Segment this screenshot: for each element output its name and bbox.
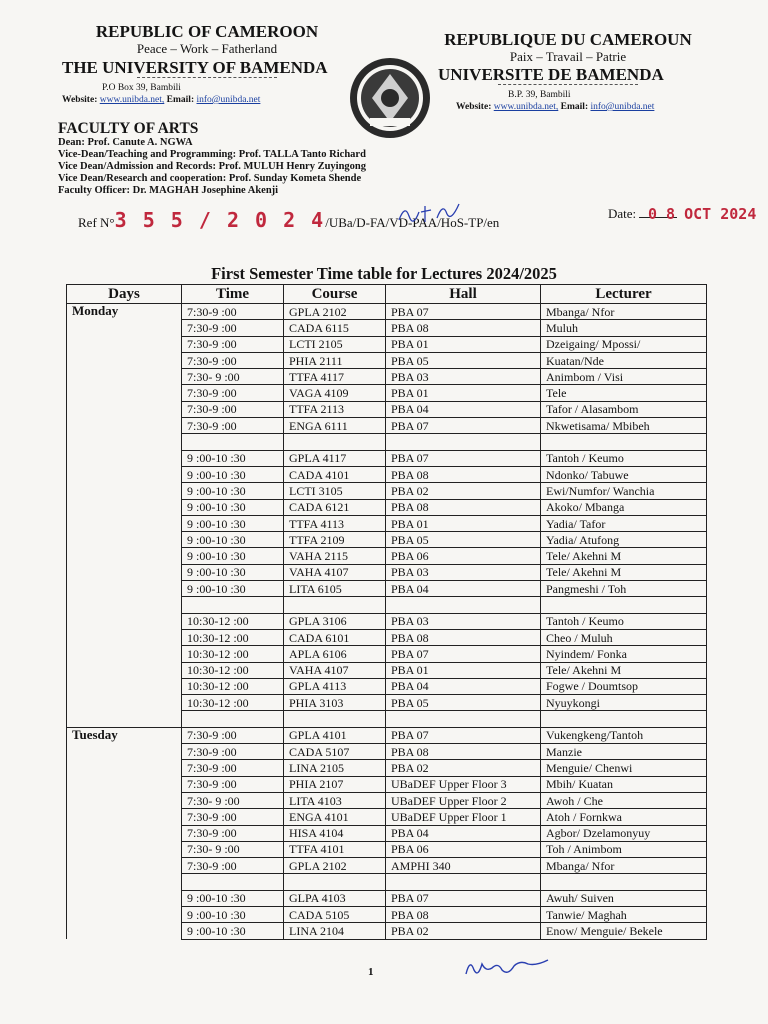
table-row (67, 369, 707, 385)
lecturer-cell: Dzeigaing/ Mpossi/ (541, 336, 707, 352)
vice-dean-admission: Vice Dean/Admission and Records: Prof. MULUH Henry Zuyingong (58, 161, 367, 172)
hall-cell: PBA 03 (386, 564, 541, 580)
university-en: THE UNIVERSITY OF BAMENDA (62, 58, 328, 77)
hall-cell: UBaDEF Upper Floor 1 (386, 809, 541, 825)
ref-number-stamp: 3 5 5 / 2 0 2 4 (114, 208, 326, 232)
header-left (62, 22, 352, 106)
course-cell: LINA 2104 (284, 923, 386, 939)
lecturer-cell: Ewi/Numfor/ Wanchia (541, 483, 707, 499)
hall-cell: PBA 02 (386, 483, 541, 499)
lecturer-cell: Tantoh / Keumo (541, 450, 707, 466)
time-cell: 9 :00-10 :30 (182, 483, 284, 499)
lecturer-cell: Tele/ Akehni M (541, 548, 707, 564)
website-label: Website: (62, 95, 98, 105)
day-cell (67, 499, 182, 515)
motto-en: Peace – Work – Fatherland (136, 41, 278, 56)
course-cell: GPLA 3106 (284, 613, 386, 629)
course-cell: VAHA 4107 (284, 564, 386, 580)
hall-cell: PBA 01 (386, 662, 541, 678)
divider (498, 84, 638, 85)
table-row (67, 320, 707, 336)
lecturer-cell: Tantoh / Keumo (541, 613, 707, 629)
day-cell (67, 532, 182, 548)
date-label: Date: (608, 206, 637, 221)
hall-cell: PBA 06 (386, 841, 541, 857)
lecturer-cell: Mbih/ Kuatan (541, 776, 707, 792)
hall-cell: PBA 01 (386, 515, 541, 531)
day-cell (67, 776, 182, 792)
hall-cell: PBA 08 (386, 629, 541, 645)
hall-cell: PBA 08 (386, 466, 541, 482)
page-number: 1 (368, 966, 374, 978)
university-fr: UNIVERSITE DE BAMENDA (438, 65, 664, 84)
day-cell (67, 548, 182, 564)
time-cell: 7:30-9 :00 (182, 336, 284, 352)
course-cell: VAGA 4109 (284, 385, 386, 401)
table-row (67, 418, 707, 434)
time-cell: 9 :00-10 :30 (182, 581, 284, 597)
day-cell (67, 646, 182, 662)
email-label: Email: (560, 102, 589, 112)
time-cell: 9 :00-10 :30 (182, 532, 284, 548)
hall-cell: PBA 07 (386, 890, 541, 906)
day-cell (67, 792, 182, 808)
table-row (67, 792, 707, 808)
table-spacer-row (67, 597, 707, 613)
table-row (67, 646, 707, 662)
table-row (67, 678, 707, 694)
day-cell (67, 711, 182, 727)
hall-cell: PBA 08 (386, 744, 541, 760)
table-spacer-row (67, 874, 707, 890)
table-row (67, 744, 707, 760)
time-cell: 7:30-9 :00 (182, 320, 284, 336)
time-cell: 7:30- 9 :00 (182, 369, 284, 385)
course-cell: GPLA 4113 (284, 678, 386, 694)
table-row (67, 906, 707, 922)
lecturer-cell: Mbanga/ Nfor (541, 858, 707, 874)
course-cell: TTFA 2109 (284, 532, 386, 548)
hall-cell: UBaDEF Upper Floor 3 (386, 776, 541, 792)
day-cell (67, 923, 182, 939)
hall-cell: PBA 07 (386, 646, 541, 662)
lecturer-cell: Pangmeshi / Toh (541, 581, 707, 597)
course-cell (284, 711, 386, 727)
course-cell (284, 597, 386, 613)
time-cell: 7:30-9 :00 (182, 352, 284, 368)
time-cell (182, 874, 284, 890)
table-row (67, 483, 707, 499)
table-row (67, 776, 707, 792)
contact-fr (418, 101, 718, 113)
table-row (67, 385, 707, 401)
course-cell: TTFA 4117 (284, 369, 386, 385)
time-cell: 9 :00-10 :30 (182, 499, 284, 515)
course-cell: HISA 4104 (284, 825, 386, 841)
hall-cell: PBA 05 (386, 532, 541, 548)
column-header: Time (182, 285, 284, 304)
time-cell: 7:30-9 :00 (182, 809, 284, 825)
lecturer-cell: Muluh (541, 320, 707, 336)
time-cell: 7:30-9 :00 (182, 825, 284, 841)
vice-dean-teaching: Vice-Dean/Teaching and Programming: Prof. TALLA Tanto Richard (58, 149, 366, 160)
course-cell: GPLA 2102 (284, 858, 386, 874)
table-row (67, 841, 707, 857)
email-label: Email: (166, 95, 195, 105)
hall-cell: PBA 02 (386, 760, 541, 776)
faculty-name: FACULTY OF ARTS (58, 120, 199, 137)
table-row (67, 548, 707, 564)
lecturer-cell: Ndonko/ Tabuwe (541, 466, 707, 482)
time-cell: 9 :00-10 :30 (182, 890, 284, 906)
day-cell (67, 369, 182, 385)
day-cell (67, 320, 182, 336)
day-cell (67, 483, 182, 499)
time-cell: 7:30- 9 :00 (182, 841, 284, 857)
day-cell (67, 418, 182, 434)
hall-cell: PBA 08 (386, 499, 541, 515)
table-row (67, 809, 707, 825)
course-cell: APLA 6106 (284, 646, 386, 662)
time-cell: 9 :00-10 :30 (182, 515, 284, 531)
day-cell (67, 906, 182, 922)
lecturer-cell: Tanwie/ Maghah (541, 906, 707, 922)
time-cell: 10:30-12 :00 (182, 678, 284, 694)
day-cell (67, 809, 182, 825)
day-cell (67, 336, 182, 352)
course-cell: VAHA 4107 (284, 662, 386, 678)
time-cell: 7:30-9 :00 (182, 401, 284, 417)
course-cell: PHIA 2111 (284, 352, 386, 368)
table-row (67, 401, 707, 417)
table-row (67, 662, 707, 678)
po-box-fr: B.P. 39, Bambili (508, 90, 571, 100)
lecturer-cell (541, 597, 707, 613)
table-row (67, 450, 707, 466)
lecturer-cell: Menguie/ Chenwi (541, 760, 707, 776)
lecturer-cell: Yadia/ Tafor (541, 515, 707, 531)
lecturer-cell: Tele/ Akehni M (541, 564, 707, 580)
hall-cell: PBA 07 (386, 727, 541, 743)
hall-cell (386, 711, 541, 727)
day-label: Tuesday (67, 727, 182, 743)
day-cell (67, 695, 182, 711)
lecturer-cell: Tafor / Alasambom (541, 401, 707, 417)
document-title: First Semester Time table for Lectures 2024/2025 (211, 264, 557, 283)
lecturer-cell: Awuh/ Suiven (541, 890, 707, 906)
hall-cell: PBA 05 (386, 352, 541, 368)
lecturer-cell: Atoh / Fornkwa (541, 809, 707, 825)
course-cell: CADA 6115 (284, 320, 386, 336)
table-row (67, 629, 707, 645)
lecturer-cell: Nkwetisama/ Mbibeh (541, 418, 707, 434)
day-cell (67, 662, 182, 678)
hall-cell: PBA 07 (386, 450, 541, 466)
course-cell: GLPA 4103 (284, 890, 386, 906)
time-cell: 10:30-12 :00 (182, 613, 284, 629)
hall-cell: PBA 03 (386, 613, 541, 629)
vice-dean-research: Vice Dean/Research and cooperation: Prof. Sunday Kometa Shende (58, 173, 362, 184)
lecturer-cell: Nyuykongi (541, 695, 707, 711)
table-row (67, 515, 707, 531)
table-row (67, 532, 707, 548)
lecturer-cell: Vukengkeng/Tantoh (541, 727, 707, 743)
ref-suffix: /UBa/D-FA/VD-PAA/HoS-TP/en (325, 215, 500, 230)
handwritten-initials-icon (395, 198, 465, 226)
lecturer-cell: Nyindem/ Fonka (541, 646, 707, 662)
time-cell (182, 711, 284, 727)
lecturer-cell: Mbanga/ Nfor (541, 304, 707, 320)
course-cell: ENGA 4101 (284, 809, 386, 825)
table-row (67, 613, 707, 629)
table-row (67, 564, 707, 580)
time-cell: 10:30-12 :00 (182, 629, 284, 645)
course-cell: LCTI 2105 (284, 336, 386, 352)
course-cell: LITA 4103 (284, 792, 386, 808)
lecturer-cell: Tele/ Akehni M (541, 662, 707, 678)
time-cell: 9 :00-10 :30 (182, 466, 284, 482)
day-cell (67, 825, 182, 841)
time-cell: 7:30-9 :00 (182, 385, 284, 401)
course-cell (284, 434, 386, 450)
hall-cell: PBA 03 (386, 369, 541, 385)
time-cell: 10:30-12 :00 (182, 695, 284, 711)
day-cell (67, 841, 182, 857)
lecturer-cell (541, 874, 707, 890)
hall-cell: PBA 05 (386, 695, 541, 711)
ref-label: Ref N° (78, 215, 115, 230)
time-cell: 7:30-9 :00 (182, 776, 284, 792)
table-row (67, 352, 707, 368)
course-cell: LCTI 3105 (284, 483, 386, 499)
hall-cell: PBA 04 (386, 401, 541, 417)
table-row (67, 760, 707, 776)
time-cell: 9 :00-10 :30 (182, 564, 284, 580)
time-cell: 7:30-9 :00 (182, 760, 284, 776)
table-row (67, 858, 707, 874)
contact-en (62, 94, 352, 106)
lecturer-cell: Toh / Animbom (541, 841, 707, 857)
time-cell: 9 :00-10 :30 (182, 906, 284, 922)
date-stamp: 0 8 OCT 2024 (648, 205, 757, 223)
course-cell: ENGA 6111 (284, 418, 386, 434)
hall-cell: PBA 01 (386, 336, 541, 352)
table-row (67, 923, 707, 939)
course-cell: CADA 4101 (284, 466, 386, 482)
lecturer-cell: Agbor/ Dzelamonyuy (541, 825, 707, 841)
email-link[interactable]: info@unibda.net (196, 95, 261, 105)
table-row (67, 304, 707, 320)
table-row (67, 825, 707, 841)
day-cell (67, 564, 182, 580)
day-cell (67, 678, 182, 694)
table-row (67, 695, 707, 711)
table-row (67, 581, 707, 597)
day-cell (67, 858, 182, 874)
motto-fr: Paix – Travail – Patrie (509, 49, 627, 64)
hall-cell: AMPHI 340 (386, 858, 541, 874)
day-cell (67, 613, 182, 629)
hall-cell: PBA 07 (386, 418, 541, 434)
lecturer-cell (541, 434, 707, 450)
day-cell (67, 450, 182, 466)
table-spacer-row (67, 434, 707, 450)
day-cell (67, 629, 182, 645)
hall-cell (386, 597, 541, 613)
website-link[interactable]: www.unibda.net, (99, 95, 165, 105)
time-cell: 7:30- 9 :00 (182, 792, 284, 808)
faculty-block (58, 120, 366, 197)
website-label: Website: (456, 102, 492, 112)
hall-cell (386, 874, 541, 890)
course-cell: CADA 5105 (284, 906, 386, 922)
divider (137, 77, 277, 78)
day-cell (67, 890, 182, 906)
table-row (67, 890, 707, 906)
course-cell: CADA 6121 (284, 499, 386, 515)
column-header: Hall (386, 285, 541, 304)
email-link[interactable]: info@unibda.net (590, 102, 655, 112)
country-en: REPUBLIC OF CAMEROON (95, 22, 319, 41)
time-cell: 9 :00-10 :30 (182, 923, 284, 939)
course-cell (284, 874, 386, 890)
course-cell: CADA 6101 (284, 629, 386, 645)
course-cell: TTFA 4101 (284, 841, 386, 857)
lecturer-cell: Fogwe / Doumtsop (541, 678, 707, 694)
day-cell (67, 434, 182, 450)
lecturer-cell: Cheo / Muluh (541, 629, 707, 645)
time-cell (182, 597, 284, 613)
time-cell: 7:30-9 :00 (182, 744, 284, 760)
course-cell: PHIA 2107 (284, 776, 386, 792)
hall-cell: PBA 06 (386, 548, 541, 564)
signature-icon (462, 952, 552, 982)
lecturer-cell: Tele (541, 385, 707, 401)
time-cell: 7:30-9 :00 (182, 304, 284, 320)
day-cell (67, 581, 182, 597)
hall-cell: UBaDEF Upper Floor 2 (386, 792, 541, 808)
dean: Dean: Prof. Canute A. NGWA (58, 137, 193, 148)
hall-cell: PBA 04 (386, 678, 541, 694)
table-header-row (67, 285, 707, 304)
time-cell: 7:30-9 :00 (182, 727, 284, 743)
column-header: Lecturer (541, 285, 707, 304)
faculty-officer: Faculty Officer: Dr. MAGHAH Josephine Akenji (58, 185, 279, 196)
time-cell: 9 :00-10 :30 (182, 548, 284, 564)
course-cell: GPLA 4117 (284, 450, 386, 466)
table-row (67, 336, 707, 352)
header-right (418, 30, 718, 113)
time-cell: 10:30-12 :00 (182, 646, 284, 662)
day-cell (67, 385, 182, 401)
hall-cell: PBA 08 (386, 320, 541, 336)
course-cell: VAHA 2115 (284, 548, 386, 564)
column-header: Days (67, 285, 182, 304)
time-cell (182, 434, 284, 450)
day-cell (67, 466, 182, 482)
course-cell: TTFA 2113 (284, 401, 386, 417)
table-row (67, 466, 707, 482)
hall-cell: PBA 08 (386, 906, 541, 922)
course-cell: LINA 2105 (284, 760, 386, 776)
time-cell: 10:30-12 :00 (182, 662, 284, 678)
lecturer-cell: Animbom / Visi (541, 369, 707, 385)
hall-cell: PBA 04 (386, 825, 541, 841)
course-cell: GPLA 2102 (284, 304, 386, 320)
website-link[interactable]: www.unibda.net, (493, 102, 559, 112)
day-cell (67, 515, 182, 531)
po-box-en: P.O Box 39, Bambili (102, 83, 181, 93)
lecturer-cell: Enow/ Menguie/ Bekele (541, 923, 707, 939)
day-cell (67, 744, 182, 760)
day-cell (67, 401, 182, 417)
time-cell: 9 :00-10 :30 (182, 450, 284, 466)
table-row (67, 727, 707, 743)
course-cell: TTFA 4113 (284, 515, 386, 531)
day-cell (67, 760, 182, 776)
day-label: Monday (67, 304, 182, 320)
course-cell: GPLA 4101 (284, 727, 386, 743)
lecturer-cell (541, 711, 707, 727)
hall-cell: PBA 04 (386, 581, 541, 597)
lecturer-cell: Awoh / Che (541, 792, 707, 808)
hall-cell: PBA 02 (386, 923, 541, 939)
hall-cell: PBA 01 (386, 385, 541, 401)
day-cell (67, 597, 182, 613)
time-cell: 7:30-9 :00 (182, 418, 284, 434)
day-cell (67, 352, 182, 368)
table-spacer-row (67, 711, 707, 727)
course-cell: PHIA 3103 (284, 695, 386, 711)
hall-cell: PBA 07 (386, 304, 541, 320)
timetable (66, 284, 707, 940)
country-fr: REPUBLIQUE DU CAMEROUN (444, 30, 692, 49)
day-cell (67, 874, 182, 890)
column-header: Course (284, 285, 386, 304)
course-cell: LITA 6105 (284, 581, 386, 597)
time-cell: 7:30-9 :00 (182, 858, 284, 874)
lecturer-cell: Yadia/ Atufong (541, 532, 707, 548)
lecturer-cell: Manzie (541, 744, 707, 760)
course-cell: CADA 5107 (284, 744, 386, 760)
lecturer-cell: Kuatan/Nde (541, 352, 707, 368)
table-row (67, 499, 707, 515)
hall-cell (386, 434, 541, 450)
lecturer-cell: Akoko/ Mbanga (541, 499, 707, 515)
